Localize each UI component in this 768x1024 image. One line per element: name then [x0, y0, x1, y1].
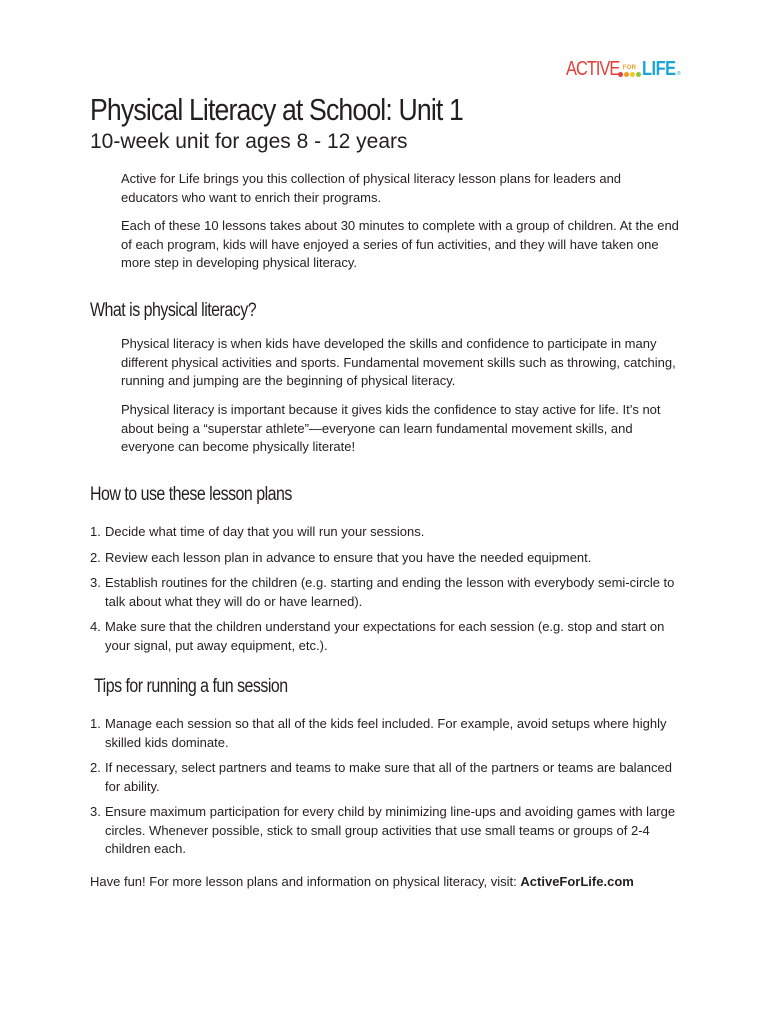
list-item-text: Establish routines for the children (e.g. starting and ending the lesson with everybody semi-circle to talk about what they will do or have learned). — [105, 575, 675, 609]
section-heading-tips: Tips for running a fun session — [94, 676, 288, 697]
logo-active-text: ACTIVE — [566, 58, 620, 80]
page-title: Physical Literacy at School: Unit 1 — [90, 92, 463, 127]
logo-dots-icon — [618, 72, 641, 77]
closing-text: Have fun! For more lesson plans and information on physical literacy, visit: — [90, 874, 521, 889]
list-item-number: 4. — [90, 619, 101, 634]
list-item-text: Manage each session so that all of the kids feel included. For example, avoid setups where highly skilled kids dominate. — [105, 716, 667, 750]
list-item-text: Decide what time of day that you will run your sessions. — [105, 524, 425, 539]
logo-for-text: FOR — [622, 65, 637, 71]
list-item-text: If necessary, select partners and teams to make sure that all of the partners or teams are balanced for ability. — [105, 760, 672, 794]
list-item-number: 3. — [90, 575, 101, 590]
what-is-paragraph-2: Physical literacy is important because it gives kids the confidence to stay active for life. It’s not about being a “superstar athlete”—everyone can learn fundamental movement skills, and everyone can become physically literate! — [121, 402, 661, 454]
tips-list — [90, 715, 690, 866]
logo-for-group — [618, 65, 641, 79]
active-for-life-logo — [566, 59, 681, 79]
list-item — [90, 574, 690, 611]
logo-trademark: ® — [676, 71, 681, 77]
what-is-paragraph-1: Physical literacy is when kids have developed the skills and confidence to participate in many different physical activities and sports. Fundamental movement skills such as throwing, catching, running and jumping are the beginning of physical literacy. — [121, 336, 676, 388]
list-item-number: 3. — [90, 804, 101, 819]
list-item-number: 2. — [90, 760, 101, 775]
section-heading-how-to: How to use these lesson plans — [90, 484, 292, 505]
list-item — [90, 549, 690, 568]
logo-dot — [636, 72, 641, 77]
closing-line — [90, 873, 634, 891]
list-item — [90, 759, 690, 796]
logo-dot — [624, 72, 629, 77]
section-heading-what-is: What is physical literacy? — [90, 300, 257, 321]
logo-dot — [630, 72, 635, 77]
list-item-number: 1. — [90, 716, 101, 731]
intro-paragraph-2: Each of these 10 lessons takes about 30 minutes to complete with a group of children. At the end of each program, kids will have enjoyed a series of fun activities, and they will have taken one more step in developing physical literacy. — [121, 218, 679, 270]
list-item-text: Make sure that the children understand your expectations for each session (e.g. stop and start on your signal, put away equipment, etc.). — [105, 619, 665, 653]
page-subtitle: 10-week unit for ages 8 - 12 years — [90, 130, 408, 153]
list-item — [90, 715, 690, 752]
logo-life-text: LIFE — [642, 58, 676, 80]
list-item-number: 1. — [90, 524, 101, 539]
how-to-list — [90, 523, 690, 662]
list-item-text: Review each lesson plan in advance to ensure that you have the needed equipment. — [105, 549, 592, 565]
list-item — [90, 618, 690, 655]
list-item-number: 2. — [90, 549, 101, 565]
website-link[interactable]: ActiveForLife.com — [520, 874, 634, 889]
list-item-text: Ensure maximum participation for every child by minimizing line-ups and avoiding games with large circles. Whenever possible, stick to small group activities that use small teams or groups of 2-4 children each. — [105, 804, 676, 856]
list-item — [90, 803, 690, 859]
list-item — [90, 523, 690, 542]
intro-paragraph-1: Active for Life brings you this collection of physical literacy lesson plans for leaders and educators who want to enrich their programs. — [121, 171, 622, 205]
